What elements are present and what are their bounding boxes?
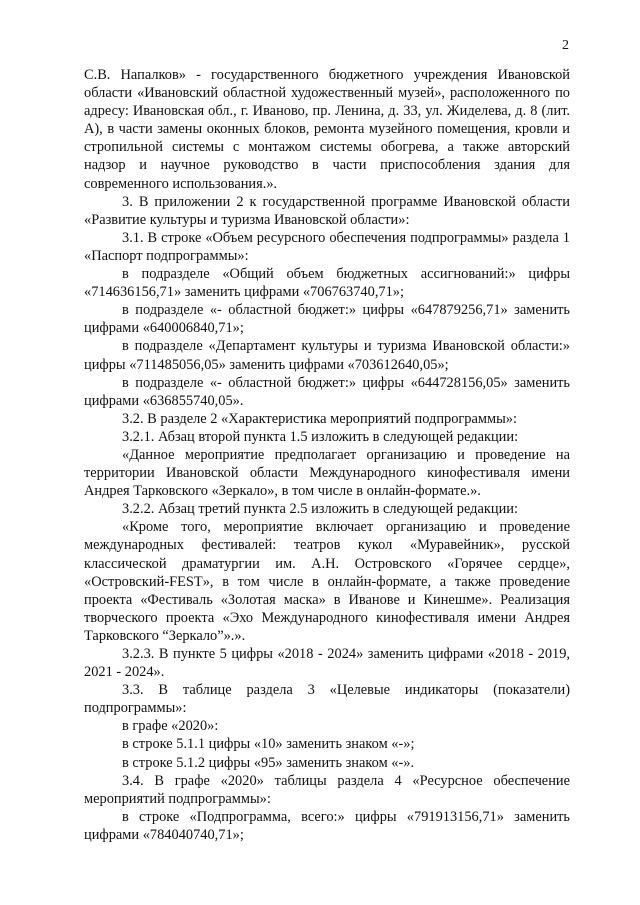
paragraph: в подразделе «- областной бюджет:» цифры «647879256,71» заменить цифрами «640006840,71»; — [84, 302, 570, 337]
paragraph: 3.2.1. Абзац второй пункта 1.5 изложить в следующей редакции: — [122, 428, 519, 445]
paragraph: в подразделе «Общий объем бюджетных ассигнований:» цифры «714636156,71» заменить цифрами «706763740,71»; — [84, 266, 570, 301]
paragraph: 3. В приложении 2 к государственной программе Ивановской области «Развитие культуры и туризма Ивановской области»: — [84, 193, 570, 228]
paragraph: 3.3. В таблице раздела 3 «Целевые индикаторы (показатели) подпрограммы»: — [84, 682, 570, 717]
paragraph: «Данное мероприятие предполагает организацию и проведение на территории Ивановской области Международного кинофестиваля имени Андрея Тарковского «Зеркало», в том числе в онлайн-формате.». — [84, 446, 570, 500]
paragraph: 3.2.3. В пункте 5 цифры «2018 - 2024» заменить цифрами «2018 - 2019, 2021 - 2024». — [84, 646, 570, 681]
paragraph: в подразделе «Департамент культуры и туризма Ивановской области:» цифры «711485056,05» заменить цифрами «703612640,05»; — [84, 338, 570, 373]
paragraph: в подразделе «- областной бюджет:» цифры «644728156,05» заменить цифрами «636855740,05». — [84, 374, 570, 409]
page-number: 2 — [562, 38, 569, 53]
paragraph: в графе «2020»: — [122, 718, 219, 735]
paragraph: 3.1. В строке «Объем ресурсного обеспечения подпрограммы» раздела 1 «Паспорт подпрограммы»: — [84, 229, 570, 264]
paragraph: «Кроме того, мероприятие включает организацию и проведение международных фестивалей: театров кукол «Муравейник», русской классической драматургии им. А.Н. Островского «Горячее сердце», «Островский-FEST», в том числе в онлайн-формате, а также проведение проекта «Фестиваль «Золотая маска» в Иванове и Кинешме». Реализация творческого проекта «Эхо Международного кинофестиваля имени Андрея Тарковского “Зеркало”».». — [84, 519, 570, 644]
paragraph: в строке «Подпрограмма, всего:» цифры «791913156,71» заменить цифрами «784040740,71»; — [84, 808, 570, 843]
paragraph: 3.2.2. Абзац третий пункта 2.5 изложить в следующей редакции: — [122, 501, 518, 518]
paragraph: 3.2. В разделе 2 «Характеристика мероприятий подпрограммы»: — [122, 410, 517, 427]
document-body — [84, 66, 570, 844]
paragraph: в строке 5.1.1 цифры «10» заменить знаком «-»; — [122, 736, 415, 753]
paragraph: в строке 5.1.2 цифры «95» заменить знаком «-». — [122, 754, 415, 771]
paragraph: С.В. Напалков» - государственного бюджетного учреждения Ивановской области «Ивановский областной художественный музей», расположенного по адресу: Ивановская обл., г. Иваново, пр. Ленина, д. 33, ул. Жиделева, д. 8 (лит. А), в части замены оконных блоков, ремонта музейного помещения, кровли и стропильной системы с монтажом системы обогрева, а также авторский надзор и научное руководство в части приспособления здания для современного использования.». — [84, 67, 570, 192]
paragraph: 3.4. В графе «2020» таблицы раздела 4 «Ресурсное обеспечение мероприятий подпрограммы»: — [84, 772, 570, 807]
